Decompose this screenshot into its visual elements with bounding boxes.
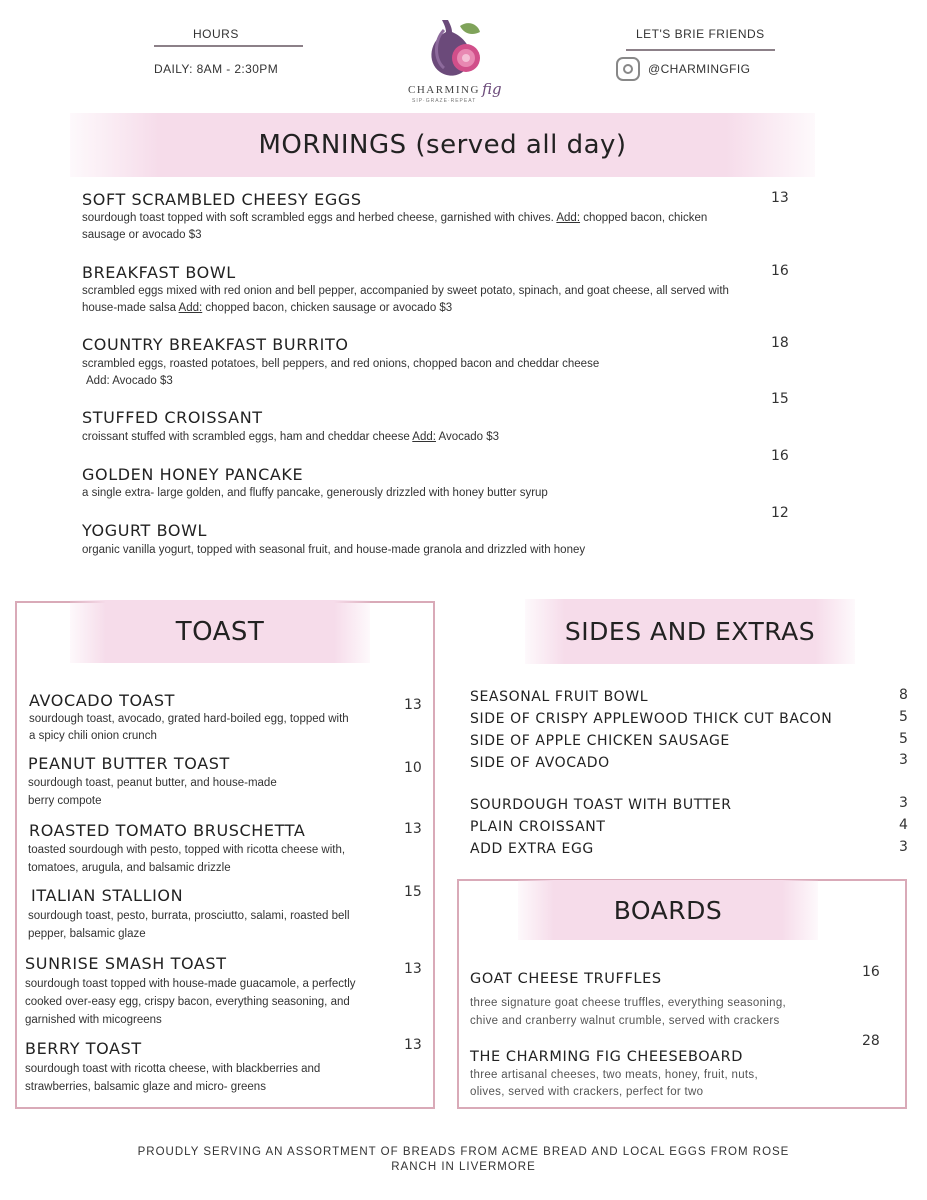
toast-item-price: 13 xyxy=(404,961,422,977)
toast-item-desc: garnished with micogreens xyxy=(25,1014,162,1026)
toast-item-desc: sourdough toast, avocado, grated hard-boiled egg, topped with xyxy=(29,713,349,725)
toast-item-price: 15 xyxy=(404,884,422,900)
side-item-name: SIDE OF AVOCADO xyxy=(470,755,610,771)
menu-item-desc: organic vanilla yogurt, topped with seasonal fruit, and house-made granola and drizzled with honey xyxy=(82,544,586,556)
toast-item-name: AVOCADO TOAST xyxy=(29,691,176,710)
footer xyxy=(0,1145,927,1175)
menu-item-name: COUNTRY BREAKFAST BURRITO xyxy=(82,335,349,354)
board-item-name: THE CHARMING FIG CHEESEBOARD xyxy=(470,1049,744,1065)
menu-item-name: YOGURT BOWL xyxy=(82,521,208,540)
menu-item-addon: Add: Avocado $3 xyxy=(86,375,173,387)
menu-item-price: 16 xyxy=(771,263,789,279)
menu-item-price: 15 xyxy=(771,391,789,407)
instagram-icon[interactable] xyxy=(616,57,640,81)
social-handle[interactable]: @CHARMINGFIG xyxy=(648,62,751,76)
side-item-name: PLAIN CROISSANT xyxy=(470,819,606,835)
mornings-banner xyxy=(70,113,815,177)
board-item-desc: three signature goat cheese truffles, everything seasoning, xyxy=(470,997,787,1009)
footer-line: PROUDLY SERVING AN ASSORTMENT OF BREADS FROM ACME BREAD AND LOCAL EGGS FROM ROSE xyxy=(137,1146,790,1158)
toast-item-desc: sourdough toast, pesto, burrata, prosciutto, salami, roasted bell xyxy=(28,910,350,922)
logo-fig-word: fig xyxy=(482,80,502,98)
toast-item-desc: toasted sourdough with pesto, topped with ricotta cheese with, xyxy=(28,844,346,856)
menu-item-name: STUFFED CROISSANT xyxy=(82,408,263,427)
side-item-price: 5 xyxy=(899,709,908,725)
menu-item-desc: a single extra- large golden, and fluffy pancake, generously drizzled with honey butter syrup xyxy=(82,487,548,499)
toast-item-price: 13 xyxy=(404,697,422,713)
side-item-name: SEASONAL FRUIT BOWL xyxy=(470,689,649,705)
toast-item-desc: sourdough toast with ricotta cheese, with blackberries and xyxy=(25,1063,321,1075)
toast-item-desc: tomatoes, arugula, and balsamic drizzle xyxy=(28,862,231,874)
sides-title: SIDES AND EXTRAS xyxy=(564,617,816,646)
toast-item-price: 13 xyxy=(404,821,422,837)
side-item-name: SOURDOUGH TOAST WITH BUTTER xyxy=(470,797,732,813)
board-item-name: GOAT CHEESE TRUFFLES xyxy=(470,971,662,987)
menu-item-desc: scrambled eggs mixed with red onion and bell pepper, accompanied by sweet potato, spinach, and goat cheese, all served with house-made salsa Add: chopped bacon, chicken sausage or avocado $3 xyxy=(82,285,729,314)
toast-item-name: ITALIAN STALLION xyxy=(31,886,184,905)
logo-name: CHARMING xyxy=(408,84,480,96)
menu-item-desc: sourdough toast topped with soft scrambled eggs and herbed cheese, garnished with chives. Add: chopped bacon, chicken sausage or avocado $3 xyxy=(82,212,708,241)
menu-item-price: 18 xyxy=(771,335,789,351)
social-rule xyxy=(626,49,775,51)
logo-tagline: SIP·GRAZE·REPEAT xyxy=(412,98,477,104)
boards-title: BOARDS xyxy=(613,895,723,925)
mornings-title: MORNINGS (served all day) xyxy=(258,130,627,160)
toast-title: TOAST xyxy=(175,616,265,647)
toast-item-desc: sourdough toast topped with house-made guacamole, a perfectly xyxy=(25,978,356,990)
toast-item-name: ROASTED TOMATO BRUSCHETTA xyxy=(29,821,306,840)
social-label: LET'S BRIE FRIENDS xyxy=(636,27,765,41)
toast-item-desc: cooked over-easy egg, crispy bacon, everything seasoning, and xyxy=(25,996,350,1008)
toast-item-desc: pepper, balsamic glaze xyxy=(28,928,146,940)
side-item-price: 5 xyxy=(899,731,908,747)
menu-item-price: 13 xyxy=(771,190,789,206)
toast-item-desc: sourdough toast, peanut butter, and house-made xyxy=(28,777,277,789)
hours-label: HOURS xyxy=(193,27,239,41)
board-item-desc: three artisanal cheeses, two meats, honey, fruit, nuts, xyxy=(470,1069,758,1081)
menu-item-name: BREAKFAST BOWL xyxy=(82,263,236,282)
menu-item-name: SOFT SCRAMBLED CHEESY EGGS xyxy=(82,190,362,209)
footer-line: RANCH IN LIVERMORE xyxy=(391,1161,536,1173)
toast-item-price: 10 xyxy=(404,760,422,776)
board-item-desc: chive and cranberry walnut crumble, served with crackers xyxy=(470,1015,780,1027)
side-item-name: ADD EXTRA EGG xyxy=(470,841,594,857)
side-item-name: SIDE OF CRISPY APPLEWOOD THICK CUT BACON xyxy=(470,711,833,727)
fig-icon xyxy=(400,14,510,84)
side-item-name: SIDE OF APPLE CHICKEN SAUSAGE xyxy=(470,733,730,749)
hours-text: DAILY: 8AM - 2:30PM xyxy=(154,62,279,76)
board-item-price: 16 xyxy=(862,964,880,980)
board-item-price: 28 xyxy=(862,1033,880,1049)
toast-item-name: BERRY TOAST xyxy=(25,1039,142,1058)
logo xyxy=(400,14,510,106)
menu-item-name: GOLDEN HONEY PANCAKE xyxy=(82,465,304,484)
menu-item-desc: croissant stuffed with scrambled eggs, ham and cheddar cheese Add: Avocado $3 xyxy=(82,431,500,443)
toast-item-name: PEANUT BUTTER TOAST xyxy=(28,754,230,773)
boards-banner xyxy=(518,880,818,940)
board-item-desc: olives, served with crackers, perfect for two xyxy=(470,1086,704,1098)
toast-item-desc: berry compote xyxy=(28,795,102,807)
toast-banner xyxy=(70,600,370,663)
menu-item-desc: scrambled eggs, roasted potatoes, bell peppers, and red onions, chopped bacon and cheddar cheese xyxy=(82,358,600,370)
toast-item-price: 13 xyxy=(404,1037,422,1053)
side-item-price: 3 xyxy=(899,795,908,811)
toast-item-name: SUNRISE SMASH TOAST xyxy=(25,954,227,973)
side-item-price: 8 xyxy=(899,687,908,703)
menu-item-price: 12 xyxy=(771,505,789,521)
toast-item-desc: strawberries, balsamic glaze and micro- greens xyxy=(25,1081,266,1093)
menu-item-price: 16 xyxy=(771,448,789,464)
side-item-price: 3 xyxy=(899,752,908,768)
toast-item-desc: a spicy chili onion crunch xyxy=(29,730,157,742)
sides-banner xyxy=(525,599,855,664)
side-item-price: 3 xyxy=(899,839,908,855)
hours-rule xyxy=(154,45,303,47)
side-item-price: 4 xyxy=(899,817,908,833)
